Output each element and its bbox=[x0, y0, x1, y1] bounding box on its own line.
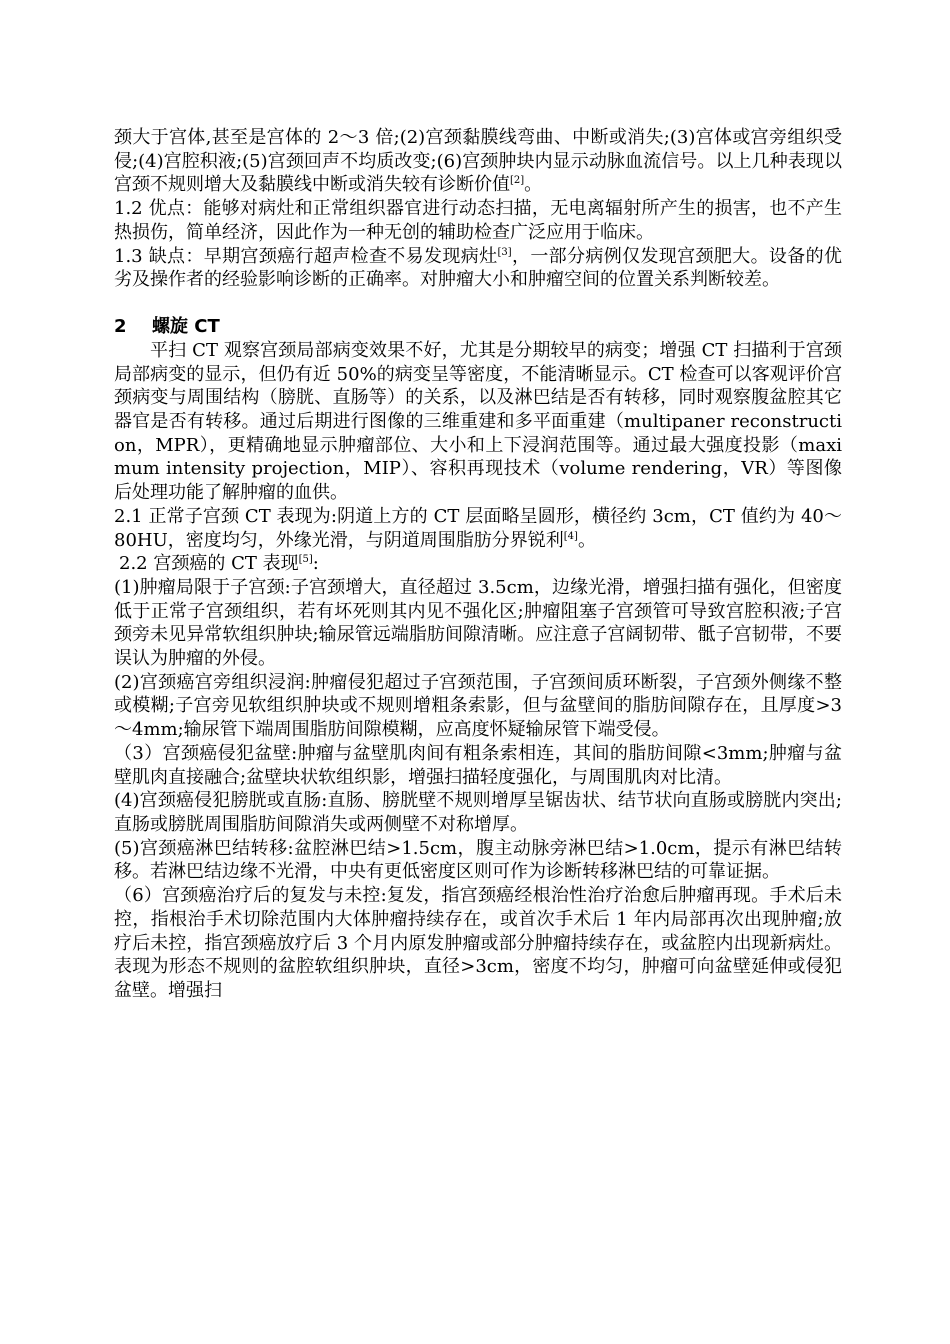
section-number: 2 bbox=[114, 315, 127, 337]
citation-ref: [2] bbox=[510, 175, 525, 187]
list-item-pelvic-wall-invasion: （3）宫颈癌侵犯盆壁:肿瘤与盆壁肌肉间有粗条索相连，其间的脂肪间隙<3mm;肿瘤与盆壁肌肉直接融合;盆壁块状软组织影，增强扫描轻度强化，与周围肌肉对比清。 bbox=[114, 742, 842, 788]
paragraph-normal-cervix-ct bbox=[114, 505, 842, 552]
paragraph-tail: : bbox=[312, 553, 319, 575]
paragraph-text: 颈大于宫体,甚至是宫体的 2～3 倍;(2)宫颈黏膜线弯曲、中断或消失;(3)宫体或宫旁组织受侵;(4)宫腔积液;(5)宫颈回声不均质改变;(6)宫颈肿块内显示动脉血流信号。以上几种表现以宫颈不规则增大及黏膜线中断或消失较有诊断价值 bbox=[114, 127, 842, 196]
paragraph-text: 2.1 正常子宫颈 CT 表现为:阴道上方的 CT 层面略呈圆形，横径约 3cm，CT 值约为 40～80HU，密度均匀，外缘光滑，与阴道周围脂肪分界锐利 bbox=[114, 505, 842, 551]
list-item-localized-tumor: (1)肿瘤局限于子宫颈:子宫颈增大，直径超过 3.5cm，边缘光滑，增强扫描有强化，但密度低于正常子宫颈组织，若有坏死则其内见不强化区;肿瘤阻塞子宫颈管可导致宫腔积液;子宫颈旁未见异常软组织肿块;输尿管远端脂肪间隙清晰。应注意子宫阔韧带、骶子宫韧带，不要误认为肿瘤的外侵。 bbox=[114, 576, 842, 670]
paragraph-text: 1.3 缺点：早期宫颈癌行超声检查不易发现病灶 bbox=[114, 245, 498, 267]
citation-ref: [3] bbox=[497, 246, 512, 258]
paragraph-ultrasound-findings bbox=[114, 126, 842, 197]
section-heading-spiral-ct bbox=[114, 315, 842, 339]
paragraph-advantages: 1.2 优点：能够对病灶和正常组织器官进行动态扫描，无电离辐射所产生的损害，也不产生热损伤，简单经济，因此作为一种无创的辅助检查广泛应用于临床。 bbox=[114, 198, 842, 243]
paragraph-cervical-cancer-ct bbox=[114, 552, 842, 576]
paragraph-tail: ，一部分病例仅发现宫颈肥大。设备的优劣及操作者的经验影响诊断的正确率。对肿瘤大小和肿瘤空间的位置关系判断较差。 bbox=[114, 245, 842, 291]
citation-ref: [5] bbox=[298, 554, 313, 566]
section-title: 螺旋 CT bbox=[152, 315, 220, 337]
document-page bbox=[114, 126, 842, 1003]
list-item-recurrence: （6）宫颈癌治疗后的复发与未控:复发，指宫颈癌经根治性治疗治愈后肿瘤再现。手术后未控，指根治手术切除范围内大体肿瘤持续存在，或首次手术后 1 年内局部再次出现肿瘤;放疗后未控，指宫颈癌放疗后 3 个月内原发肿瘤或部分肿瘤持续存在，或盆腔内出现新病灶。表现为形态不规则的盆腔软组织肿块，直径>3cm，密度不均匀，肿瘤可向盆壁延伸或侵犯盆壁。增强扫 bbox=[114, 885, 842, 1001]
paragraph-ct-intro: 平扫 CT 观察宫颈局部病变效果不好，尤其是分期较早的病变；增强 CT 扫描利于宫颈局部病变的显示，但仍有近 50%的病变呈等密度，不能清晰显示。CT 检查可以客观评价宫颈病变与周围结构（膀胱、直肠等）的关系，以及淋巴结是否有转移，同时观察腹盆腔其它器官是否有转移。通过后期进行图像的三维重建和多平面重建（multipaner reconstruction，MPR），更精确地显示肿瘤部位、大小和上下浸润范围等。通过最大强度投影（maximum intensity projection，MIP）、容积再现技术（volume rendering，VR）等图像后处理功能了解肿瘤的血供。 bbox=[114, 339, 842, 504]
paragraph-tail: 。 bbox=[577, 529, 596, 551]
paragraph-tail: 。 bbox=[524, 174, 543, 196]
list-item-lymph-node-metastasis: (5)宫颈癌淋巴结转移:盆腔淋巴结>1.5cm，腹主动脉旁淋巴结>1.0cm，提示有淋巴结转移。若淋巴结边缘不光滑，中央有更低密度区则可作为诊断转移淋巴结的可靠证据。 bbox=[114, 837, 842, 883]
list-item-parametrial-invasion: (2)宫颈癌宫旁组织浸润:肿瘤侵犯超过子宫颈范围，子宫颈间质环断裂，子宫颈外侧缘不整或模糊;子宫旁见软组织肿块或不规则增粗条索影，但与盆壁间的脂肪间隙存在，且厚度>3～4mm;输尿管下端周围脂肪间隙模糊，应高度怀疑输尿管下端受侵。 bbox=[114, 671, 842, 741]
paragraph-text: 2.2 宫颈癌的 CT 表现 bbox=[119, 553, 299, 575]
list-item-bladder-rectum-invasion: (4)宫颈癌侵犯膀胱或直肠:直肠、膀胱壁不规则增厚呈锯齿状、结节状向直肠或膀胱内突出;直肠或膀胱周围脂肪间隙消失或两侧壁不对称增厚。 bbox=[114, 790, 842, 835]
citation-ref: [4] bbox=[563, 530, 578, 542]
paragraph-disadvantages bbox=[114, 245, 842, 292]
